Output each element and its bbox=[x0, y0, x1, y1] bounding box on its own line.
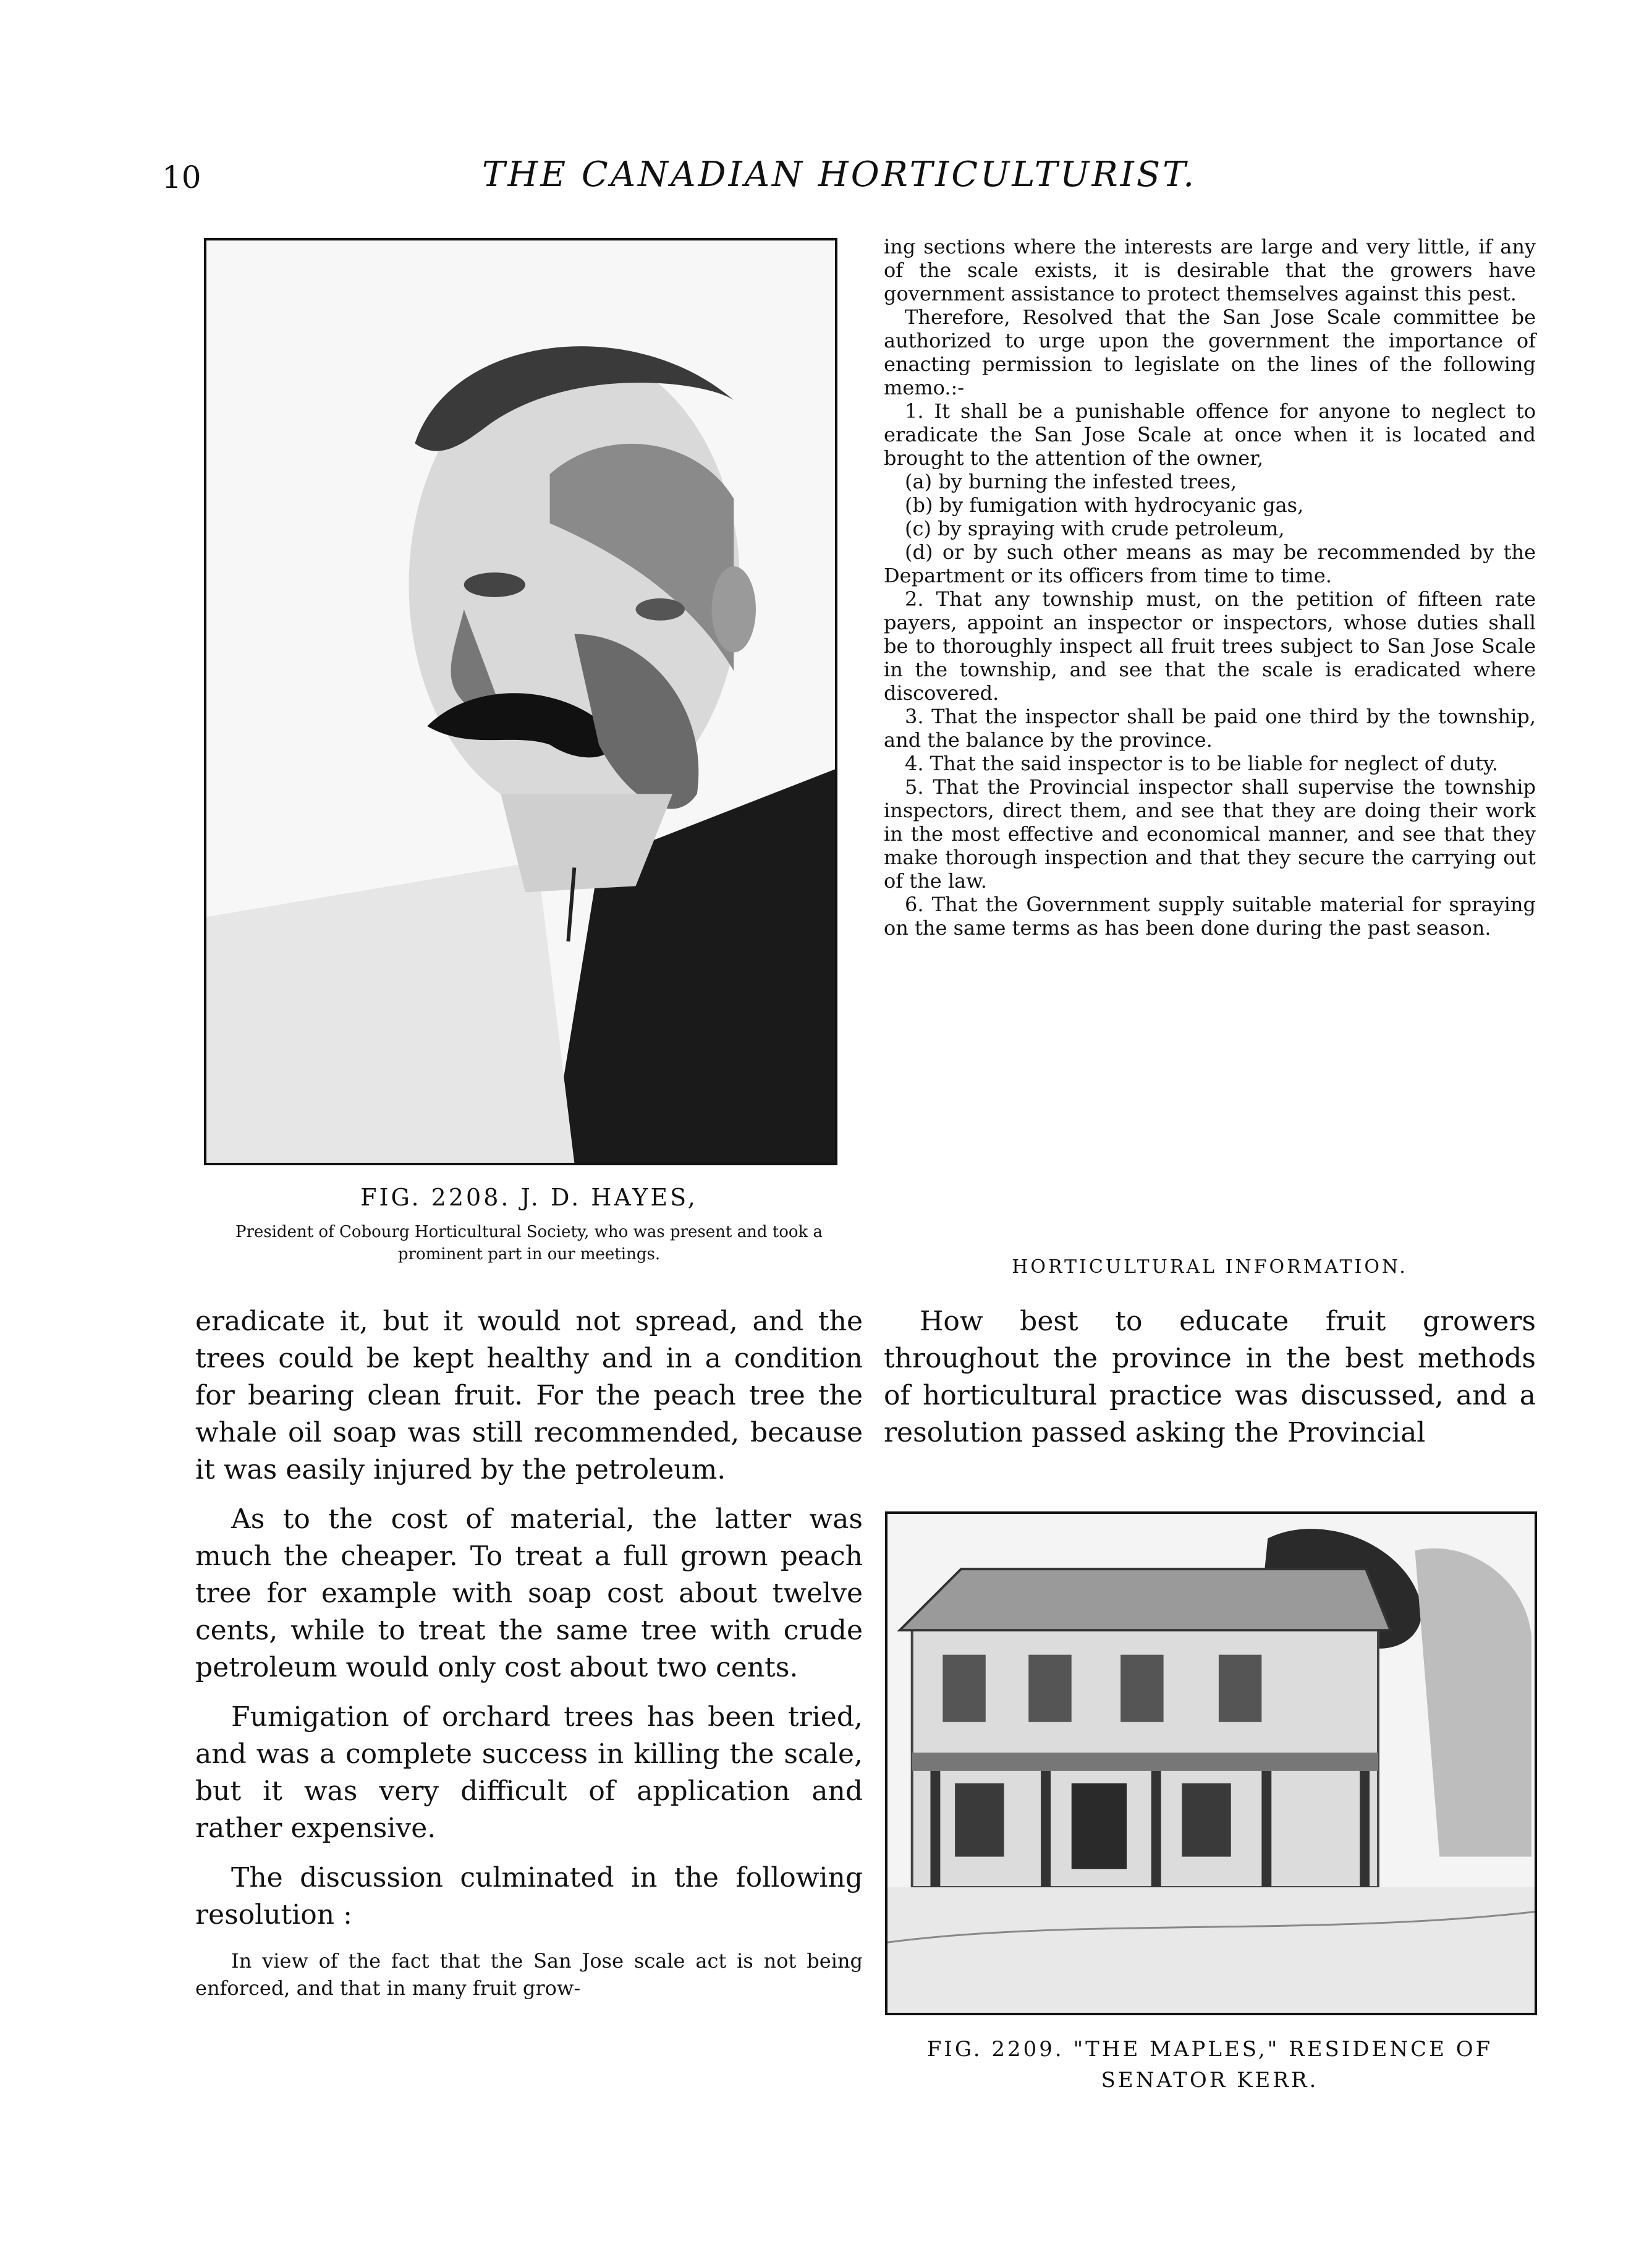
house-photo bbox=[885, 1511, 1537, 2015]
resolution-start: In view of the fact that the San Jose scale act is not being enforced, and that in many fruit grow- bbox=[195, 1949, 863, 2000]
paragraph: eradicate it, but it would not spread, and the trees could be kept healthy and in a condition for bearing clean fruit. For the peach tree the whale oil soap was still recommended, because it was easily injured by the petroleum. bbox=[195, 1306, 863, 1485]
paragraph: 5. That the Provincial inspector shall supervise the township inspectors, direct them, and see that they are doing their work in the most effective and economical manner, and see that they make thorough inspection and that they secure the carrying out of the law. bbox=[884, 775, 1536, 893]
section-heading: HORTICULTURAL INFORMATION. bbox=[1012, 1256, 1408, 1278]
paragraph: 3. That the inspector shall be paid one third by the township, and the balance by the province. bbox=[884, 705, 1536, 752]
paragraph: (a) by burning the infested trees, bbox=[905, 470, 1237, 493]
paragraph: As to the cost of material, the latter was much the cheaper. To treat a full grown peach tree for example with soap cost about twelve cents, while to treat the same tree with crude petroleum would only cost about two cents. bbox=[195, 1503, 863, 1683]
paragraph: 1. It shall be a punishable offence for anyone to neglect to eradicate the San Jose Scale at once when it is located and brought to the attention of the owner, bbox=[884, 399, 1536, 470]
paragraph: 4. That the said inspector is to be liable for neglect of duty. bbox=[905, 752, 1498, 775]
left-column-text bbox=[195, 1303, 863, 2014]
figure-2-caption-line-1: FIG. 2209. "THE MAPLES," RESIDENCE OF bbox=[926, 2037, 1493, 2062]
paragraph: How best to educate fruit growers throughout the province in the best methods of horticultural practice was discussed, and a resolution passed asking the Provincial bbox=[884, 1306, 1536, 1448]
figure-1-subcaption: President of Cobourg Horticultural Society, who was present and took a prominent part in our meetings. bbox=[235, 1223, 823, 1264]
paragraph: The discussion culminated in the following resolution : bbox=[195, 1862, 863, 1931]
figure-1-caption: FIG. 2208. J. D. HAYES, bbox=[360, 1184, 698, 1211]
right-column-text bbox=[884, 235, 1536, 940]
paragraph: 2. That any township must, on the petition of fifteen rate payers, appoint an inspector or inspectors, whose duties shall be to thoroughly inspect all fruit trees subject to San Jose Scale in the township, and see that the scale is eradicated where discovered. bbox=[884, 587, 1536, 705]
paragraph: (d) or by such other means as may be recommended by the Department or its officers from time to time. bbox=[884, 540, 1536, 587]
paragraph: 6. That the Government supply suitable material for spraying on the same terms as has been done during the past season. bbox=[884, 893, 1536, 940]
running-title: THE CANADIAN HORTICULTURIST. bbox=[482, 155, 1197, 195]
portrait-photo bbox=[204, 238, 837, 1165]
paragraph: (c) by spraying with crude petroleum, bbox=[905, 517, 1285, 540]
page-number: 10 bbox=[162, 159, 201, 195]
figure-2-caption bbox=[884, 2034, 1536, 2096]
paragraph: Fumigation of orchard trees has been tried, and was a complete success in killing the scale, but it was very difficult of application and rather expensive. bbox=[195, 1701, 863, 1844]
right-bottom-text bbox=[884, 1303, 1536, 1451]
figure-2-caption-line-2: SENATOR KERR. bbox=[1101, 2068, 1319, 2093]
paragraph: Therefore, Resolved that the San Jose Scale committee be authorized to urge upon the government the importance of enacting permission to legislate on the lines of the following memo.:- bbox=[884, 305, 1536, 399]
paragraph: (b) by fumigation with hydrocyanic gas, bbox=[905, 493, 1304, 517]
paragraph: ing sections where the interests are large and very little, if any of the scale exists, it is desirable that the growers have government assistance to protect themselves against this pest. bbox=[884, 235, 1536, 305]
